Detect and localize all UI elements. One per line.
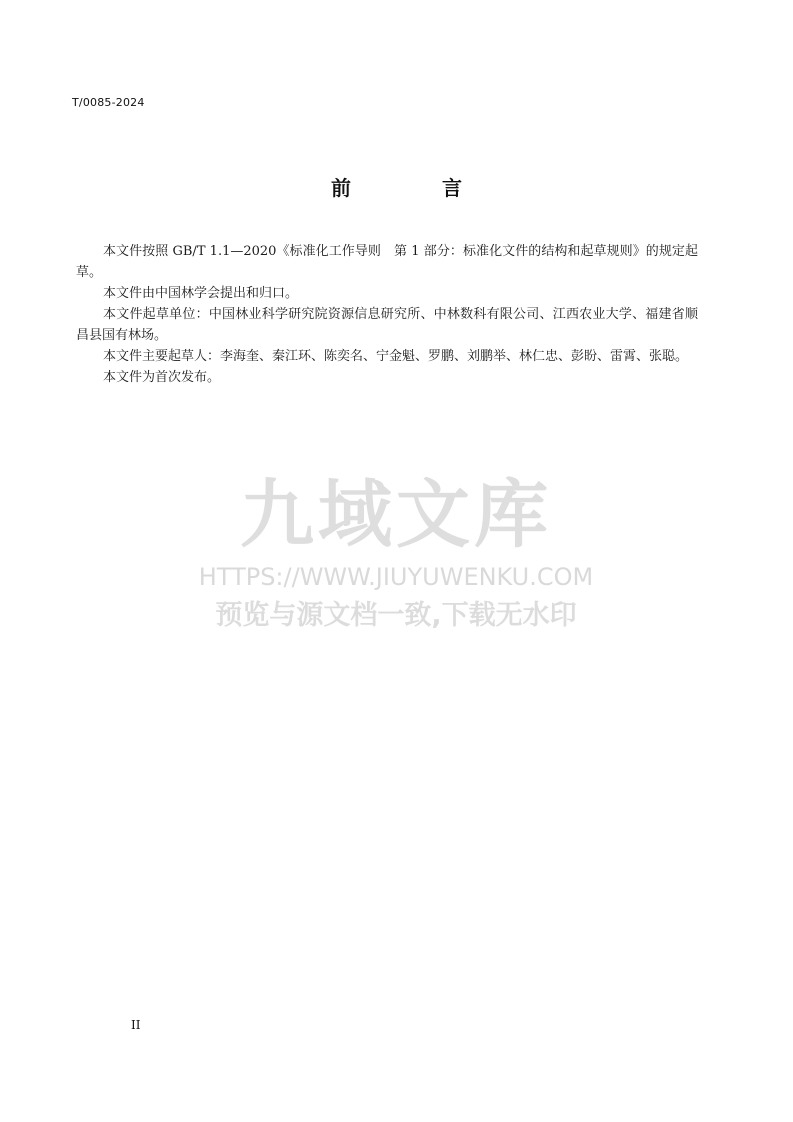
watermark	[196, 470, 596, 634]
watermark-main-text: 九域文库	[240, 472, 552, 558]
watermark-tagline: 预览与源文档一致,下载无水印	[215, 600, 577, 631]
paragraph-drafting-units: 本文件起草单位：中国林业科学研究院资源信息研究所、中林数科有限公司、江西农业大学、福建省顺昌县国有林场。	[76, 307, 698, 343]
foreword-body	[76, 241, 698, 388]
page-number: II	[131, 1018, 141, 1032]
paragraph-drafters: 本文件主要起草人：李海奎、秦江环、陈奕名、宁金魁、罗鹏、刘鹏举、林仁忠、彭盼、雷霄、张聪。	[103, 349, 689, 364]
paragraph-first-release: 本文件为首次发布。	[103, 370, 221, 385]
page-title: 前 言	[331, 176, 504, 200]
document-code: T/0085-2024	[72, 96, 145, 109]
watermark-url: HTTPS://WWW.JIUYUWENKU.COM	[198, 563, 594, 591]
paragraph-proposer: 本文件由中国林学会提出和归口。	[103, 286, 299, 301]
paragraph-drafting-basis: 本文件按照 GB/T 1.1—2020《标准化工作导则 第 1 部分：标准化文件的结构和起草规则》的规定起草。	[76, 244, 698, 280]
